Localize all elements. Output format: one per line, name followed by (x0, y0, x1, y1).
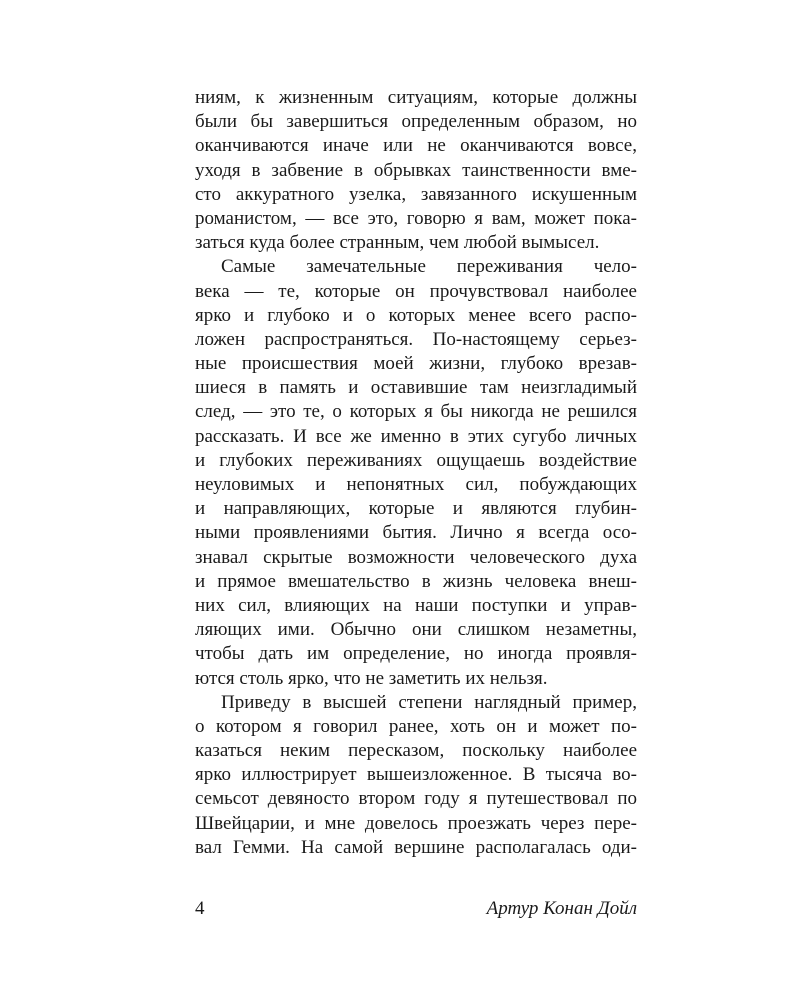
text-line: Приведу в высшей степени наглядный пример, (221, 691, 637, 713)
text-line: ются столь ярко, что не заметить их нельзя. (195, 667, 548, 689)
text-line: века — те, которые он прочувствовал наиболее (195, 280, 637, 302)
text-line: казаться неким пересказом, поскольку наиболее (195, 740, 637, 762)
text-line: вал Гемми. На самой вершине располагалась оди- (195, 836, 637, 858)
text-line: и глубоких переживаниях ощущаешь воздействие (195, 449, 637, 471)
text-line: рассказать. И все же именно в этих сугубо личных (195, 425, 637, 447)
text-line: след, — это те, о которых я бы никогда не решился (195, 401, 637, 423)
text-line: оканчиваются иначе или не оканчиваются вовсе, (195, 135, 637, 157)
text-line: сто аккуратного узелка, завязанного искушенным (195, 183, 637, 205)
text-line: о котором я говорил ранее, хоть он и может по- (195, 715, 637, 737)
text-line: семьсот девяносто втором году я путешествовал по (195, 788, 637, 810)
running-footer-author: Артур Конан Дойл (486, 898, 637, 919)
text-line: Швейцарии, и мне довелось проезжать через пере- (195, 812, 637, 834)
text-line: и прямое вмешательство в жизнь человека внеш- (195, 570, 637, 592)
text-line: заться куда более странным, чем любой вымысел. (195, 232, 600, 254)
text-line: ные происшествия моей жизни, глубоко врезав- (195, 353, 637, 375)
text-line: были бы завершиться определенным образом, но (195, 111, 637, 133)
text-line: ложен распространяться. По-настоящему серьез- (195, 328, 637, 350)
text-line: уходя в забвение в обрывках таинственности вме- (195, 159, 637, 181)
text-line: чтобы дать им определение, но иногда проявля- (195, 643, 637, 665)
text-line: и направляющих, которые и являются глубин- (195, 498, 637, 520)
text-line: них сил, влияющих на наши поступки и управ- (195, 594, 637, 616)
page-number: 4 (195, 898, 205, 919)
text-line: романистом, — все это, говорю я вам, может пока- (195, 207, 637, 229)
text-line: ными проявлениями бытия. Лично я всегда осо- (195, 522, 637, 544)
text-line: ниям, к жизненным ситуациям, которые должны (195, 87, 637, 108)
body-text (195, 86, 637, 860)
text-line: Самые замечательные переживания чело- (221, 256, 637, 278)
text-line: шиеся в память и оставившие там неизгладимый (195, 377, 637, 399)
text-line: ярко и глубоко и о которых менее всего распо- (195, 304, 637, 326)
text-line: ляющих ими. Обычно они слишком незаметны, (195, 619, 637, 641)
text-line: неуловимых и непонятных сил, побуждающих (195, 474, 637, 495)
text-line: знавал скрытые возможности человеческого духа (195, 546, 637, 568)
text-line: ярко иллюстрирует вышеизложенное. В тысяча во- (195, 764, 637, 786)
